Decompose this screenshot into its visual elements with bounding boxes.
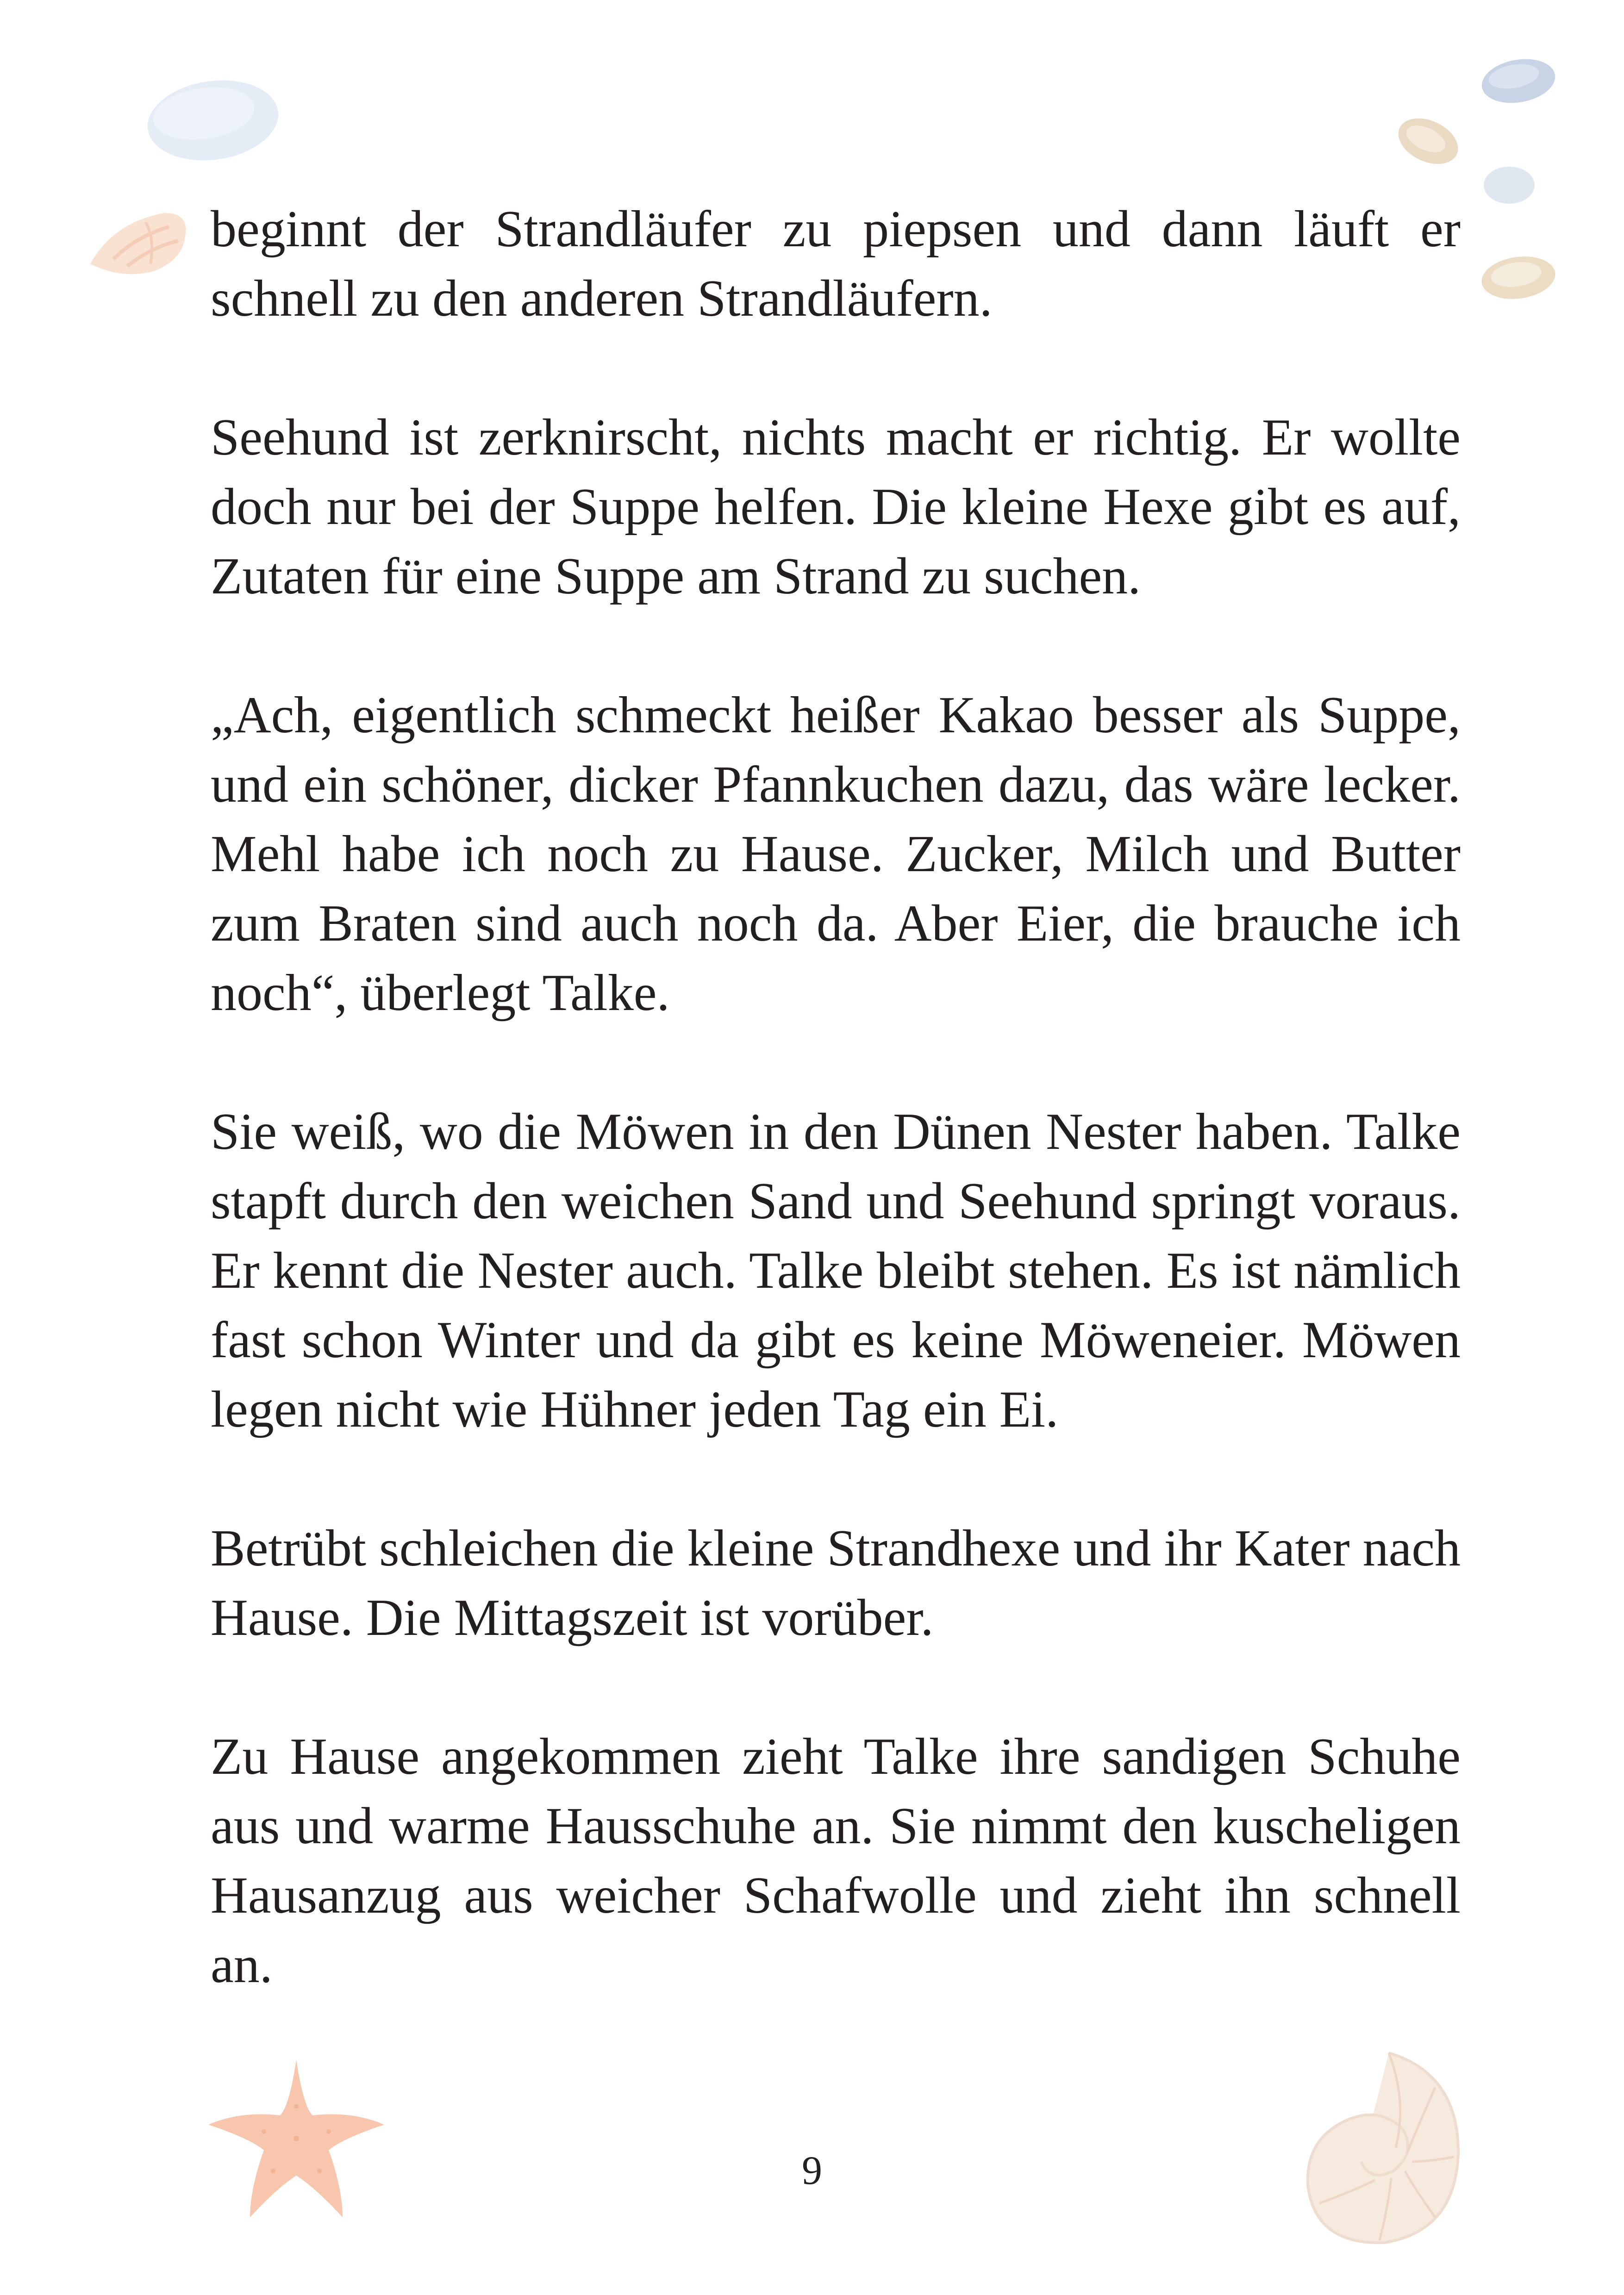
story-text — [211, 194, 1461, 2000]
paragraph-3: „Ach, eigentlich schmeckt heißer Kakao besser als Suppe, und ein schöner, dicker Pfannkuchen dazu, das wäre lecker. Mehl habe ich noch zu Hause. Zucker, Milch und Butter zum Braten sind auch noch da. Aber Eier, die brauche ich noch“, überlegt Talke. — [211, 686, 1461, 1022]
paragraph-4: Sie weiß, wo die Möwen in den Dünen Nester haben. Talke stapft durch den weichen Sand und Seehund springt voraus. Er kennt die Nester auch. Talke bleibt stehen. Es ist nämlich fast schon Winter und da gibt es keine Möweneier. Möwen legen nicht wie Hühner jeden Tag ein Ei. — [211, 1103, 1461, 1438]
paragraph-5: Betrübt schleichen die kleine Strandhexe und ihr Kater nach Hause. Die Mittagszeit ist vorüber. — [211, 1520, 1461, 1646]
pebble-sand-2-icon — [1479, 252, 1558, 303]
starfish-icon — [204, 2055, 389, 2222]
pebble-small-blue-icon — [1481, 164, 1537, 206]
pebble-top-right-icon — [1479, 56, 1558, 106]
paragraph-2: Seehund ist zerknirscht, nichts macht er richtig. Er wollte doch nur bei der Suppe helfen. Die kleine Hexe gibt es auf, Zutaten für eine Suppe am Strand zu suchen. — [211, 409, 1461, 605]
page-number: 9 — [802, 2148, 822, 2193]
pebble-top-left-icon — [144, 76, 282, 164]
seashell-icon — [86, 204, 192, 282]
paragraph-6: Zu Hause angekommen zieht Talke ihre sandigen Schuhe aus und warme Hausschuhe an. Sie nimmt den kuscheligen Hausanzug aus weicher Schafwolle und zieht ihn schnell an. — [211, 1728, 1461, 1994]
pebble-sand-1-icon — [1393, 113, 1463, 169]
paragraph-1: beginnt der Strandläufer zu piepsen und dann läuft er schnell zu den anderen Strandläufern. — [211, 200, 1461, 327]
